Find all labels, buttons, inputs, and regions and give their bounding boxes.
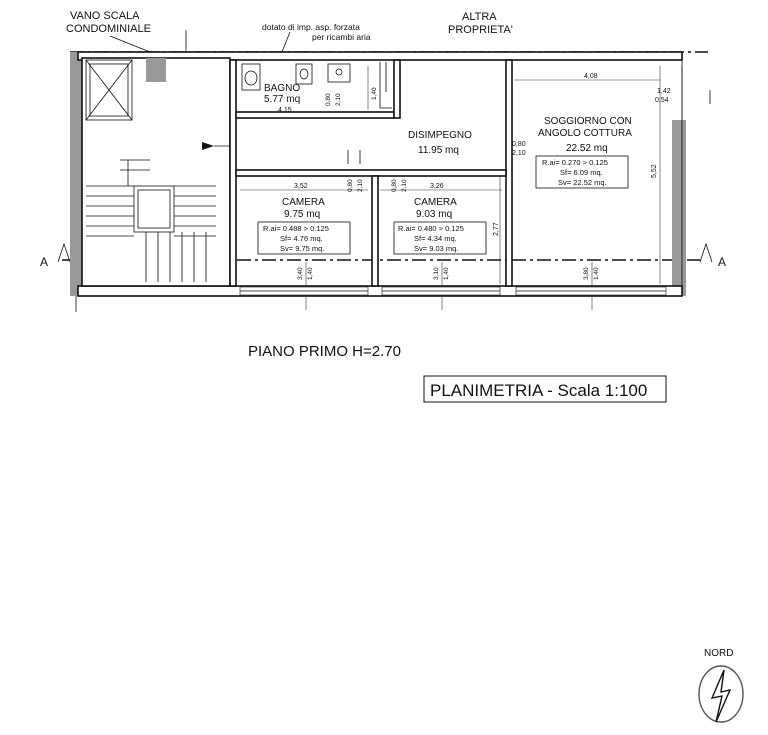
soggiorno-area: 22.52 mq [566, 143, 608, 154]
north-arrow-icon [712, 670, 730, 722]
camera2-width: 3,26 [430, 183, 444, 190]
camera1-area: 9.75 mq [284, 209, 321, 220]
camera1-width: 3,52 [294, 183, 308, 190]
bagno-door-w: 0,80 [325, 93, 332, 106]
camera2-window-w: 3,10 [433, 267, 440, 280]
soggiorno-window-w: 3,80 [583, 267, 590, 280]
camera2-name: CAMERA [414, 197, 457, 208]
bagno-door-h: 2,10 [335, 93, 342, 106]
wall-soggiorno-left [506, 60, 512, 286]
right-outer-wall [672, 120, 686, 296]
camera1-sf: Sf= 4.76 mq. [280, 234, 323, 243]
camera1-rai: R.ai= 0.488 > 0.125 [263, 224, 329, 233]
north-label: NORD [704, 648, 734, 659]
soggiorno-name-line1: SOGGIORNO CON [544, 116, 632, 127]
soggiorno-rai: R.ai= 0.270 > 0.125 [542, 158, 608, 167]
disimpegno-area: 11.95 mq [418, 145, 459, 156]
camera2-sv: Sv= 9.03 mq. [414, 244, 459, 253]
bagno-area: 5.77 mq [264, 94, 301, 105]
camera1-name: CAMERA [282, 197, 325, 208]
wall-bagno-bottom [236, 112, 394, 118]
other-property-line2: PROPRIETA' [448, 24, 513, 36]
wall-camere-divider [372, 176, 378, 286]
soggiorno-win-top-w: 1,42 [657, 88, 671, 95]
bagno-width: 4,15 [278, 107, 292, 114]
wall-camere-top [236, 170, 506, 176]
camera2-area: 9.03 mq [416, 209, 453, 220]
camera2-rai: R.ai= 0.480 > 0.125 [398, 224, 464, 233]
soggiorno-name-line2: ANGOLO COTTURA [538, 128, 632, 139]
section-marker-right [700, 244, 712, 262]
vent-note-line2: per ricambi aria [312, 32, 371, 42]
bottom-windows [240, 287, 666, 295]
stair-column [146, 58, 166, 82]
camera1-door-h: 2,10 [357, 179, 364, 192]
stair-leader [110, 36, 150, 52]
soggiorno-sv: Sv= 22.52 mq. [558, 178, 607, 187]
door-swing-marks [348, 150, 360, 164]
stair-label-line2: CONDOMINIALE [66, 23, 151, 35]
sheet-title: PLANIMETRIA - Scala 1:100 [430, 381, 648, 400]
soggiorno-width: 4,08 [584, 73, 598, 80]
bagno-side: 1,40 [371, 87, 378, 100]
vent-note-line1: dotato di imp. asp. forzata [262, 22, 360, 32]
other-property-line1: ALTRA [462, 11, 497, 23]
camera2-door-w: 0,80 [391, 179, 398, 192]
vent-leader [282, 32, 290, 52]
camera-depth: 2,77 [493, 222, 500, 236]
disimpegno-name: DISIMPEGNO [408, 130, 472, 141]
camera1-door-w: 0,80 [347, 179, 354, 192]
camera2-sf: Sf= 4.34 mq. [414, 234, 457, 243]
camera1-window-h: 1,40 [307, 267, 314, 280]
bagno-name: BAGNO [264, 83, 301, 94]
camera2-door-h: 2,10 [401, 179, 408, 192]
soggiorno-win-top-h: 0,54 [655, 97, 669, 104]
left-outer-wall [70, 52, 82, 296]
camera1-sv: Sv= 9.75 mq. [280, 244, 325, 253]
dis-door-w: 0,80 [512, 141, 526, 148]
section-label-right: A [718, 255, 727, 269]
wall-stair-apt [230, 60, 236, 286]
section-label-left: A [40, 255, 49, 269]
soggiorno-window-h: 1,40 [593, 267, 600, 280]
camera2-window-h: 1,40 [443, 267, 450, 280]
wall-bagno-right [394, 60, 400, 118]
dis-door-h: 2,10 [512, 150, 526, 157]
stair-label-line1: VANO SCALA [70, 10, 140, 22]
soggiorno-depth: 5,52 [651, 164, 658, 178]
floor-title: PIANO PRIMO H=2.70 [248, 343, 401, 360]
soggiorno-sf: Sf= 6.09 mq. [560, 168, 603, 177]
camera1-window-w: 3,40 [297, 267, 304, 280]
stair-core [82, 58, 230, 286]
